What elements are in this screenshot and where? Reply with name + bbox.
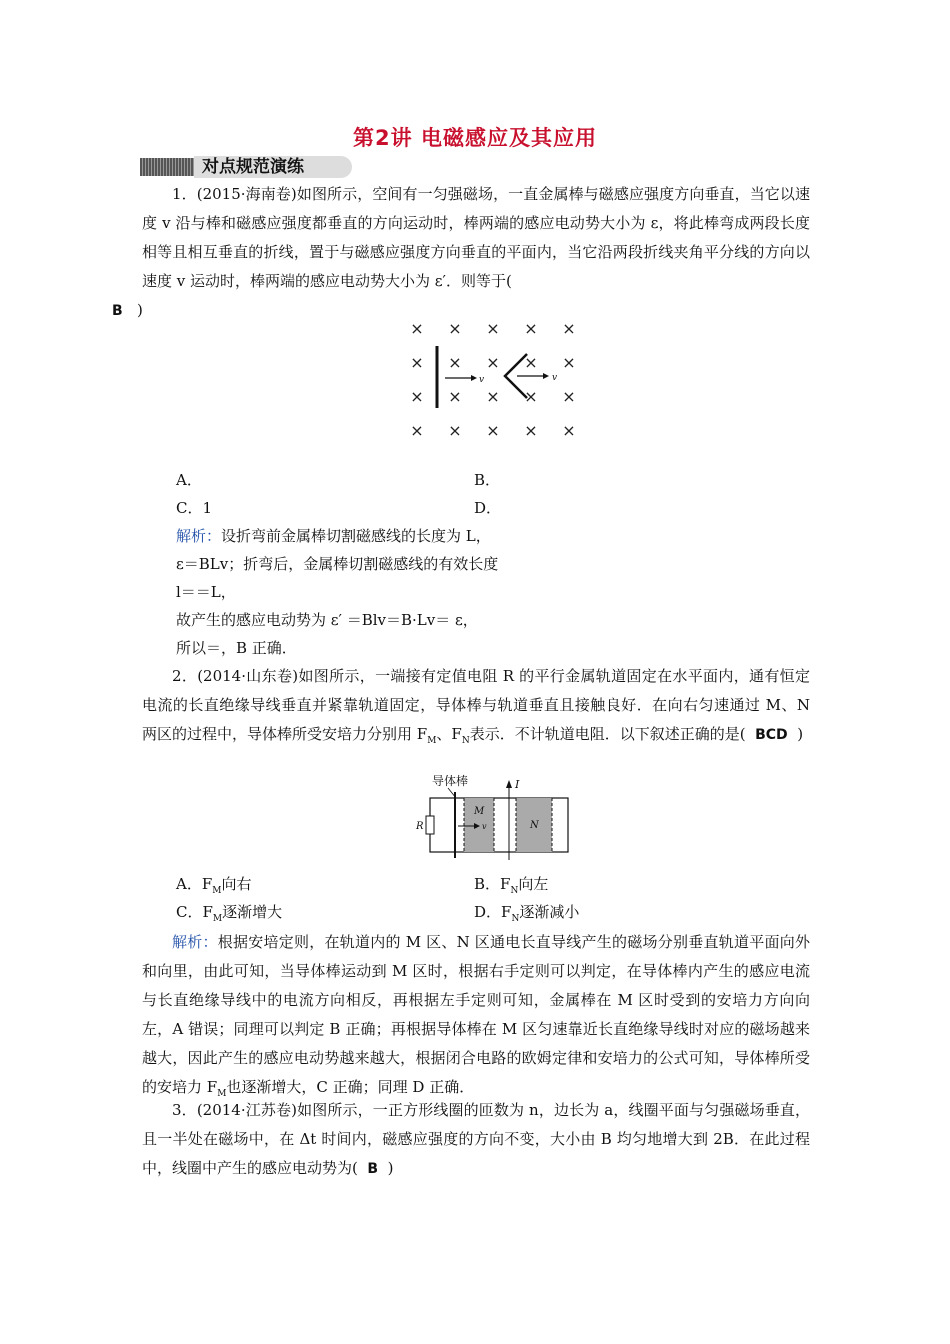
question-2-text: 2．(2014·山东卷)如图所示，一端接有定值电阻 R 的平行金属轨道固定在水平面内，通有恒定电流的长直绝缘导线垂直并紧靠轨道固定，导体棒与轨道垂直且接触良好．在向右匀速通过 M、N 两区的过程中，导体棒所受安培力分别用 F (142, 667, 810, 743)
option-c: C．1 (176, 499, 213, 517)
option-2a (176, 874, 251, 901)
analysis-label: 解析： (176, 527, 222, 545)
question-1-answer: B (112, 303, 123, 319)
section-header (140, 156, 350, 178)
subscript: N (510, 886, 519, 896)
option-b: B． (474, 471, 501, 489)
analysis-text: 根据安培定则，在轨道内的 M 区、N 区通电长直导线产生的磁场分别垂直轨道平面向外和向里，由此可知，当导体棒运动到 M 区时，根据右手定则可以判定，在导体棒内产生的感应电流与长直绝缘导线中的电流方向相反，再根据左手定则可知，金属棒在 M 区时受到的安培力方向向左，A 错误；同理可以判定 B 正确；再根据导体棒在 M 区匀速靠近长直绝缘导线时对应的磁场越来越大，因此产生的感应电动势越来越大，根据闭合电路的欧姆定律和安培力的公式可知，导体棒所受的安培力 F (142, 933, 810, 1096)
option-text: A．F (176, 875, 213, 893)
figure-rail-circuit (410, 772, 580, 862)
region-n-label: N (530, 820, 539, 831)
svg-text:×: × (448, 319, 462, 338)
option-d: D． (474, 499, 502, 517)
question-3-close: ) (387, 1159, 394, 1177)
option-text: 逐渐增大 (222, 903, 283, 921)
rod-label: 导体棒 (432, 774, 469, 788)
svg-text:×: × (410, 421, 424, 440)
arrow-icon (543, 373, 549, 379)
subscript: M (217, 1089, 227, 1099)
velocity-label-2: v (552, 373, 558, 383)
svg-text:×: × (410, 387, 424, 406)
section-bar-decoration (140, 158, 200, 176)
subscript: N (461, 736, 470, 746)
question-1 (112, 180, 810, 326)
question-1-close: ) (136, 301, 143, 319)
analysis-1-line-3: l＝＝L， (176, 583, 236, 601)
arrow-icon (471, 375, 477, 381)
page-title: 第2讲 电磁感应及其应用 (353, 126, 597, 150)
svg-text:×: × (562, 421, 576, 440)
resistor-label: R (416, 821, 424, 832)
svg-text:×: × (524, 387, 538, 406)
subscript: M (212, 886, 222, 896)
analysis-text: 设折弯前金属棒切割磁感线的长度为 L， (221, 527, 491, 545)
svg-text:×: × (410, 319, 424, 338)
option-2c (176, 902, 282, 929)
option-text: 向左 (518, 875, 549, 893)
svg-text:×: × (562, 353, 576, 372)
svg-text:×: × (486, 421, 500, 440)
analysis-label: 解析： (172, 933, 218, 951)
svg-text:×: × (524, 353, 538, 372)
question-2-close: ) (797, 725, 804, 743)
analysis-1-line-2: ε＝BLv；折弯后，金属棒切割磁感线的有效长度 (176, 555, 499, 573)
svg-text:×: × (486, 319, 500, 338)
subscript: N (511, 914, 520, 924)
svg-text:×: × (448, 421, 462, 440)
question-2-answer: BCD (755, 727, 788, 743)
option-2d (474, 902, 579, 929)
question-3-text: 3．(2014·江苏卷)如图所示，一正方形线圈的匝数为 n，边长为 a，线圈平面与匀强磁场垂直，且一半处在磁场中，在 Δt 时间内，磁感应强度的方向不变，大小由 B 均匀地增大到 2B．在此过程中，线圈中产生的感应电动势为( (142, 1101, 810, 1177)
svg-text:×: × (562, 319, 576, 338)
subscript: M (212, 914, 223, 924)
svg-text:×: × (410, 353, 424, 372)
figure-magnetic-field (395, 312, 595, 442)
question-1-text: 1．(2015·海南卷)如图所示，空间有一匀强磁场，一直金属棒与磁感应强度方向垂直，当它以速度 v 沿与棒和磁感应强度都垂直的方向运动时，棒两端的感应电动势大小为 ε，将此棒弯成两段长度相等且相互垂直的折线，置于与磁感应强度方向垂直的平面内，当它沿两段折线夹角平分线的方向以速度 v 运动时，棒两端的感应电动势大小为 ε′．则等于( (142, 185, 810, 290)
analysis-text-end: 也逐渐增大，C 正确；同理 D 正确． (226, 1078, 475, 1096)
question-3-answer: B (367, 1161, 379, 1177)
current-label: I (515, 778, 520, 791)
option-text: 逐渐减小 (519, 903, 580, 921)
question-2-text-mid: 、F (436, 725, 462, 743)
svg-text:×: × (524, 421, 538, 440)
option-text: B．F (474, 875, 511, 893)
subscript: M (427, 736, 437, 746)
option-text: 向右 (221, 875, 252, 893)
option-a: A． (176, 471, 202, 489)
svg-text:×: × (524, 319, 538, 338)
svg-text:×: × (486, 387, 500, 406)
analysis-1-line-4: 故产生的感应电动势为 ε′ ＝Blv＝B·Lv＝ ε， (176, 611, 478, 629)
analysis-1-line-5: 所以＝，B 正确． (176, 639, 297, 657)
svg-text:×: × (486, 353, 500, 372)
svg-text:×: × (562, 387, 576, 406)
question-2 (142, 662, 810, 756)
arrow-icon (506, 780, 512, 788)
option-text: C．F (176, 903, 213, 921)
option-2b (474, 874, 548, 901)
question-3 (142, 1096, 810, 1184)
velocity-label: v (482, 822, 487, 831)
velocity-label-1: v (479, 375, 485, 385)
analysis-1-line-1 (176, 526, 491, 546)
section-label: 对点规范演练 (194, 156, 352, 178)
resistor (426, 816, 434, 834)
cross-marks (410, 319, 575, 440)
region-m-label: M (474, 806, 485, 817)
svg-text:×: × (448, 387, 462, 406)
option-text: D．F (474, 903, 512, 921)
question-2-text-end: 表示．不计轨道电阻．以下叙述正确的是( (469, 725, 746, 743)
svg-text:×: × (448, 353, 462, 372)
analysis-2 (142, 928, 810, 1109)
